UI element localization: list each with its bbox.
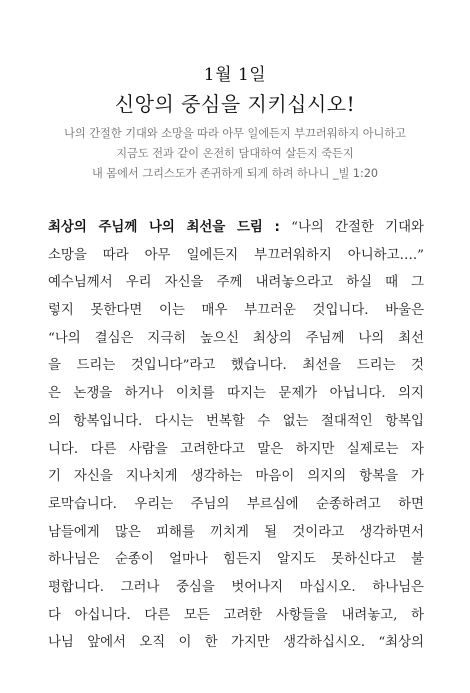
body-line: “나의 결심은 지극히 높으신 최상의 주님께 나의 최선 (48, 330, 424, 346)
body-line: 은 논쟁을 하거나 이치를 따지는 문제가 아닙니다. 의지 (48, 386, 424, 402)
body-line: 렇지 못한다면 이는 매우 부끄러운 것입니다. 바울은 (48, 303, 424, 319)
body-line: 남들에게 많은 피해를 끼치게 될 것이라고 생각하면서 (48, 524, 424, 540)
body-line: 다 아십니다. 다른 모든 고려한 사항들을 내려놓고, 하 (48, 607, 424, 623)
body-line: 하나님은 순종이 얼마나 힘든지 알지도 못하신다고 불 (48, 552, 424, 568)
body-first-line-rest: “나의 간절한 기대와 (279, 220, 424, 235)
body-line (48, 214, 424, 242)
body-lead-heading: 최상의 주님께 나의 최선을 드림 : (48, 220, 280, 235)
body-line: 나님 앞에서 오직 이 한 가지만 생각하십시오. “최상의 (48, 635, 424, 651)
page-title: 신앙의 중심을 지키십시오! (114, 92, 356, 116)
body-line: 기 자신을 지나치게 생각하는 마음이 의지의 항복을 가 (48, 469, 424, 485)
scripture-verse (20, 124, 450, 183)
body-line: 평합니다. 그러나 중심을 벗어나지 마십시오. 하나님은 (48, 579, 424, 595)
body-line: 니다. 다른 사람을 고려한다고 말은 하지만 실제로는 자 (48, 441, 424, 457)
body-text (48, 214, 424, 657)
verse-line: 내 몸에서 그리스도가 존귀하게 되게 하려 하나니 _빌 1:20 (91, 166, 379, 180)
body-line: 로막습니다. 우리는 주님의 부르심에 순종하려고 하면 (48, 496, 424, 512)
body-line: 예수님께서 우리 자신을 주께 내려놓으라고 하실 때 그 (48, 275, 424, 291)
body-line: 소망을 따라 아무 일에든지 부끄러워하지 아니하고….” (48, 247, 424, 263)
verse-line: 지금도 전과 같이 온전히 담대하여 살든지 죽든지 (116, 146, 354, 160)
verse-line: 나의 간절한 기대와 소망을 따라 아무 일에든지 부끄러워하지 아니하고 (64, 127, 406, 140)
body-line: 의 항복입니다. 다시는 번복할 수 없는 절대적인 항복입 (48, 413, 424, 429)
page-date: 1월 1일 (203, 65, 267, 85)
body-line: 을 드리는 것입니다”라고 했습니다. 최선을 드리는 것 (48, 358, 424, 374)
